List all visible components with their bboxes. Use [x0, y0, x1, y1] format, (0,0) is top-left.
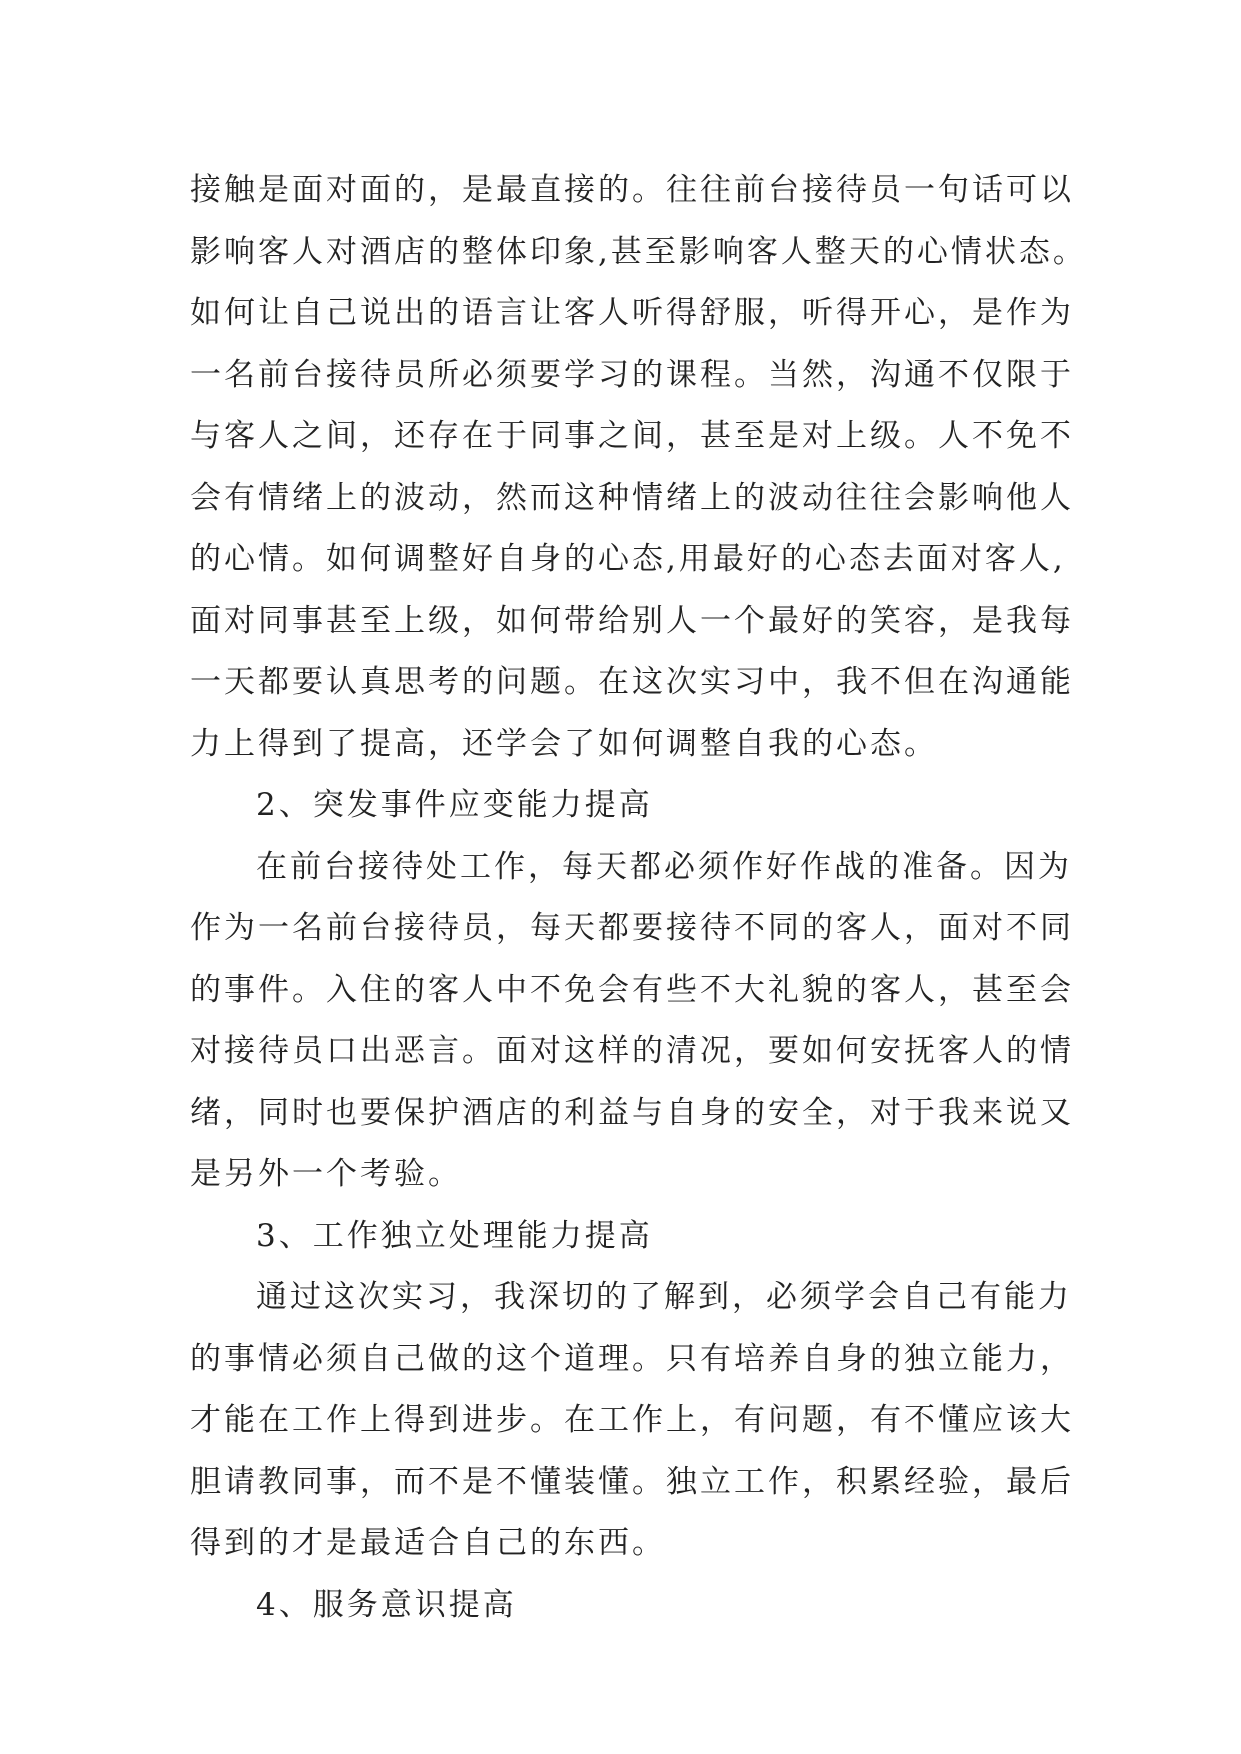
text-line: 与客人之间，还存在于同事之间，甚至是对上级。人不免不: [190, 418, 1074, 454]
text-line: 作为一名前台接待员，每天都要接待不同的客人，面对不同: [190, 910, 1074, 946]
text-line: 会有情绪上的波动，然而这种情绪上的波动往往会影响他人: [190, 479, 1074, 516]
text-line: 影响客人对酒店的整体印象,甚至影响客人整天的心情状态。: [190, 233, 1087, 270]
text-line: 才能在工作上得到进步。在工作上，有问题，有不懂应该大: [190, 1402, 1074, 1438]
text-line: 对接待员口出恶言。面对这样的清况，要如何安抚客人的情: [190, 1033, 1074, 1069]
body-text: [190, 160, 1110, 1636]
section-heading-2: 2、突发事件应变能力提高: [256, 787, 653, 823]
paragraph-start: 在前台接待处工作，每天都必须作好作战的准备。因为: [256, 848, 1072, 885]
text-line: 一天都要认真思考的问题。在这次实习中，我不但在沟通能: [190, 664, 1074, 700]
text-line: 力上得到了提高，还学会了如何调整自我的心态。: [190, 725, 938, 762]
text-line: 得到的才是最适合自己的东西。: [190, 1525, 666, 1561]
text-line: 如何让自己说出的语言让客人听得舒服，听得开心，是作为: [190, 295, 1074, 331]
text-line: 的心情。如何调整好自身的心态,用最好的心态去面对客人,: [190, 541, 1066, 577]
text-line: 绪，同时也要保护酒店的利益与自身的安全，对于我来说又: [190, 1094, 1074, 1131]
text-line: 的事件。入住的客人中不免会有些不大礼貌的客人，甚至会: [190, 971, 1074, 1008]
text-line: 面对同事甚至上级，如何带给别人一个最好的笑容，是我每: [190, 602, 1074, 639]
paragraph-start: 通过这次实习，我深切的了解到，必须学会自己有能力: [256, 1279, 1072, 1315]
text-line: 接触是面对面的，是最直接的。往往前台接待员一句话可以: [190, 172, 1074, 208]
text-line: 的事情必须自己做的这个道理。只有培养自身的独立能力，: [190, 1340, 1074, 1377]
text-line: 是另外一个考验。: [190, 1156, 462, 1192]
text-line: 一名前台接待员所必须要学习的课程。当然，沟通不仅限于: [190, 356, 1074, 393]
section-heading-4: 4、服务意识提高: [256, 1586, 517, 1623]
text-line: 胆请教同事，而不是不懂装懂。独立工作，积累经验，最后: [190, 1463, 1074, 1500]
section-heading-3: 3、工作独立处理能力提高: [256, 1217, 653, 1254]
